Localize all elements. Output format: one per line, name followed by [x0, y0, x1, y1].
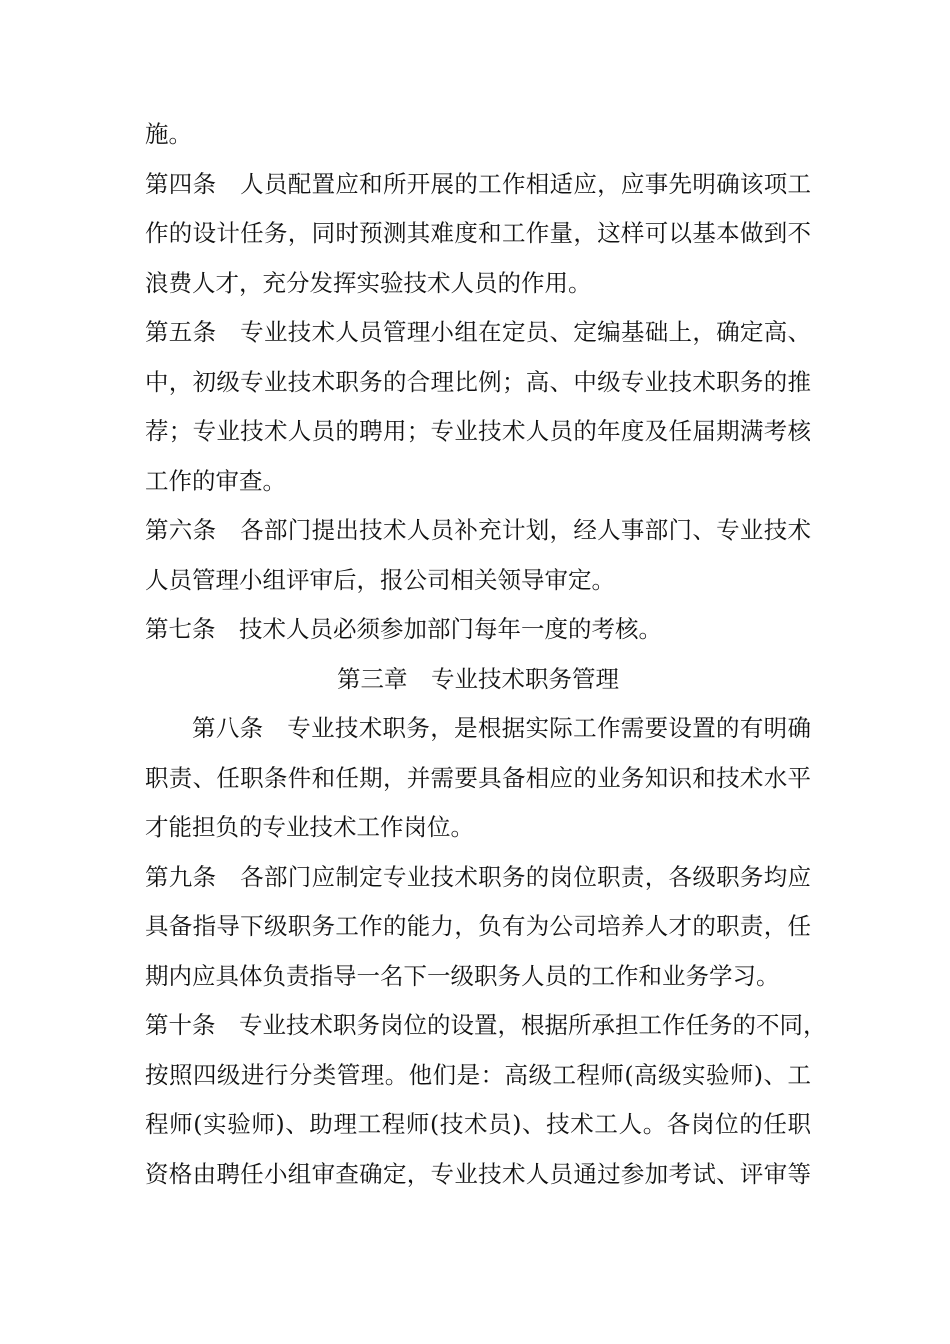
text-line: 第四条 人员配置应和所开展的工作相适应，应事先明确该项工	[145, 169, 811, 198]
text-line: 才能担负的专业技术工作岗位。	[145, 813, 474, 841]
text-line: 第十条 专业技术职务岗位的设置，根据所承担工作任务的不同，	[145, 1011, 827, 1039]
text-line: 施。	[145, 120, 192, 148]
text-line: 第八条 专业技术职务，是根据实际工作需要设置的有明确	[192, 714, 811, 742]
text-line: 资格由聘任小组审查确定，专业技术人员通过参加考试、评审等	[145, 1159, 811, 1188]
text-line: 荐；专业技术人员的聘用；专业技术人员的年度及任届期满考核	[145, 417, 811, 445]
text-line: 浪费人才，充分发挥实验技术人员的作用。	[145, 268, 592, 297]
text-line: 按照四级进行分类管理。他们是：高级工程师(高级实验师)、工	[145, 1060, 811, 1089]
text-line: 程师(实验师)、助理工程师(技术员)、技术工人。各岗位的任职	[145, 1110, 811, 1138]
text-line: 人员管理小组评审后，报公司相关领导审定。	[145, 565, 615, 594]
text-line: 第五条 专业技术人员管理小组在定员、定编基础上，确定高、	[145, 318, 811, 346]
article-4	[145, 160, 811, 309]
text-line: 职责、任职条件和任期，并需要具备相应的业务知识和技术水平	[145, 763, 811, 792]
chapter-title: 第三章 专业技术职务管理	[337, 664, 619, 693]
text-line: 第七条 技术人员必须参加部门每年一度的考核。	[145, 615, 662, 643]
text-line: 期内应具体负责指导一名下一级职务人员的工作和业务学习。	[145, 961, 780, 990]
text-line: 工作的审查。	[145, 466, 286, 495]
article-8	[145, 704, 811, 853]
text-line: 第六条 各部门提出技术人员补充计划，经人事部门、专业技术	[145, 516, 811, 544]
article-5	[145, 308, 811, 506]
article-7	[145, 605, 811, 655]
text-line: 第九条 各部门应制定专业技术职务的岗位职责，各级职务均应	[145, 862, 811, 891]
article-6	[145, 506, 811, 605]
document-page	[145, 110, 827, 1199]
article-9	[145, 853, 811, 1002]
chapter-3-heading	[145, 655, 811, 705]
text-line: 作的设计任务，同时预测其难度和工作量，这样可以基本做到不	[145, 219, 811, 247]
text-line: 中，初级专业技术职务的合理比例；高、中级专业技术职务的推	[145, 367, 811, 396]
text-line: 具备指导下级职务工作的能力，负有为公司培养人才的职责，任	[145, 912, 811, 940]
article-10	[145, 1001, 827, 1199]
paragraph-continuation	[145, 110, 811, 160]
